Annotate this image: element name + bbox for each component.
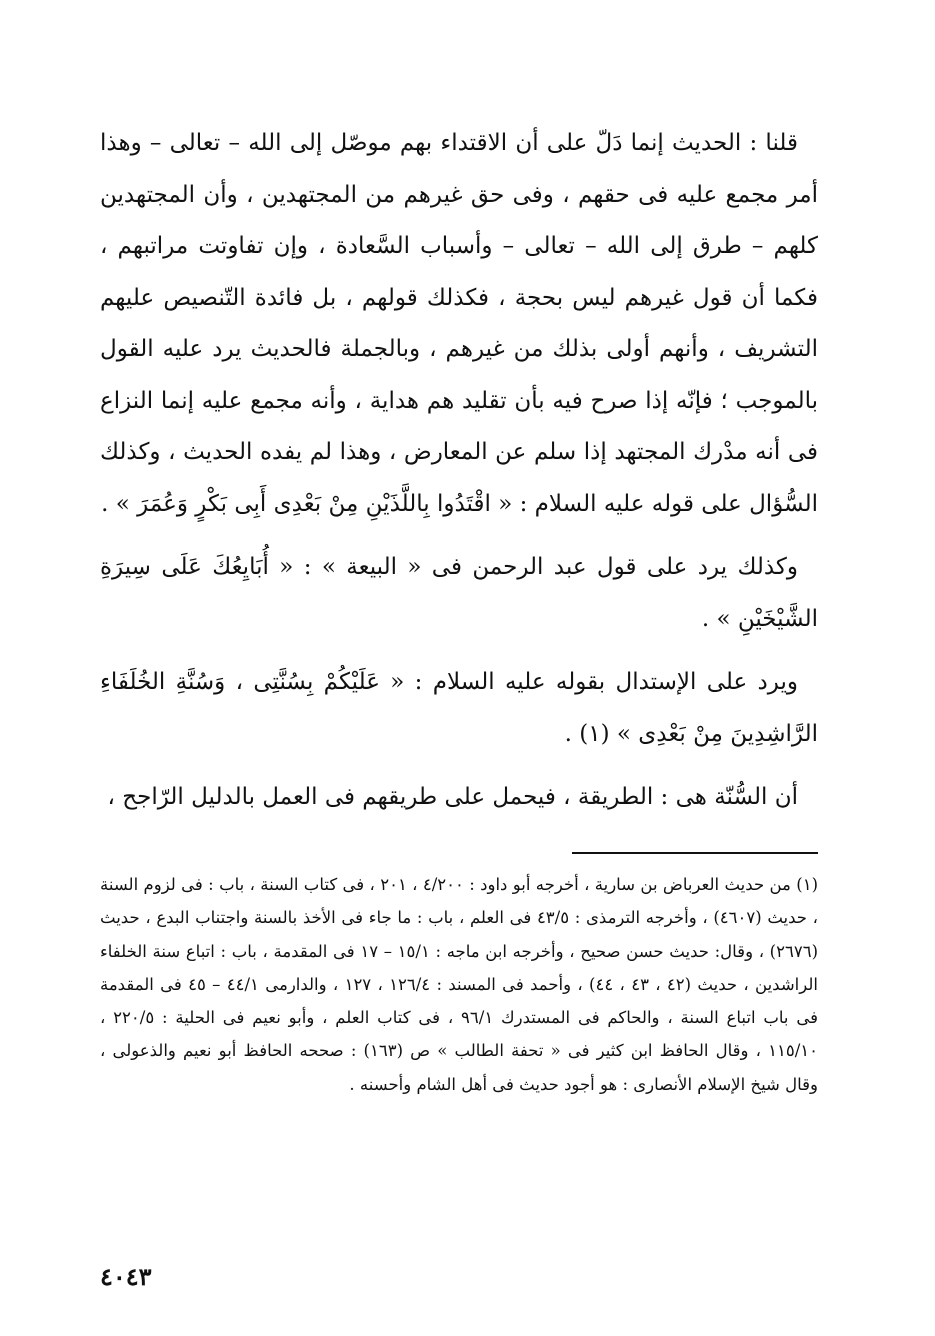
paragraph-1: قلنا : الحديث إنما دَلّ على أن الاقتداء بهم موصّل إلى الله – تعالى – وهذا أمر مجمع عليه فى حقهم ، وفى حق غيرهم من المجتهدين ، وأن المجتهدين كلهم – طرق إلى الله – تعالى – وأسباب السَّعادة ، وإن تفاوتت مراتبهم ، فكما أن قول غيرهم ليس بحجة ، فكذلك قولهم ، بل فائدة التّنصيص عليهم التشريف ، وأنهم أولى بذلك من غيرهم ، وبالجملة فالحديث يرد عليه القول بالموجب ؛ فإنّه إذا صرح فيه بأن تقليد هم هداية ، وأنه مجمع عليه إنما النزاع فى أنه مدْرك المجتهد إذا سلم عن المعارض ، وهذا لم يفده الحديث ، وكذلك السُّؤال على قوله عليه السلام : « اقْتَدُوا بِاللَّذَيْنِ مِنْ بَعْدِى أَبِى بَكْرٍ وَعُمَرَ » . — [100, 130, 818, 517]
paragraph-2: وكذلك يرد على قول عبد الرحمن فى « البيعة » : « أُبَايِعُكَ عَلَى سِيرَةِ الشَّيْخَيْنِ » . — [100, 554, 818, 632]
footnote-1: (١) من حديث العرباض بن سارية ، أخرجه أبو داود : ٤/٢٠٠ ، ٢٠١ ، فى كتاب السنة ، باب : فى لزوم السنة ، حديث (٤٦٠٧) ، وأخرجه الترمذى : ٤٣/٥ فى العلم ، باب : ما جاء فى الأخذ بالسنة واجتناب البدع ، حديث (٢٦٧٦) ، وقال: حديث حسن صحيح ، وأخرجه ابن ماجه : ١٥/١ – ١٧ فى المقدمة ، باب : اتباع سنة الخلفاء الراشدين ، حديث (٤٢ ، ٤٣ ، ٤٤) ، وأحمد فى المسند : ١٢٦/٤ ، ١٢٧ ، والدارمى ٤٤/١ – ٤٥ فى المقدمة فى باب اتباع السنة ، والحاكم فى المستدرك ٩٦/١ ، فى كتاب العلم ، وأبو نعيم فى الحلية : ٢٢٠/٥ ، ١١٥/١٠ ، وقال الحافظ ابن كثير فى « تحفة الطالب » ص (١٦٣) : صححه الحافظ أبو نعيم والذعولى ، وقال شيخ الإسلام الأنصارى : هو أجود حديث فى أهل الشام وأحسنه . — [100, 875, 819, 1094]
main-text — [100, 118, 818, 824]
footnotes — [100, 868, 818, 1101]
footnote-separator — [572, 852, 818, 854]
page-number: ٤٠٤٣ — [100, 1262, 152, 1291]
paragraph-3: ويرد على الإستدال بقوله عليه السلام : « عَلَيْكُمْ بِسُنَّتِى ، وَسُنَّةِ الخُلَفَاءِ الرَّاشِدِينَ مِنْ بَعْدِى » (١) . — [100, 669, 818, 747]
paragraph-4: أن السُّنّة هى : الطريقة ، فيحمل على طريقهم فى العمل بالدليل الرّاجح ، — [107, 784, 798, 810]
